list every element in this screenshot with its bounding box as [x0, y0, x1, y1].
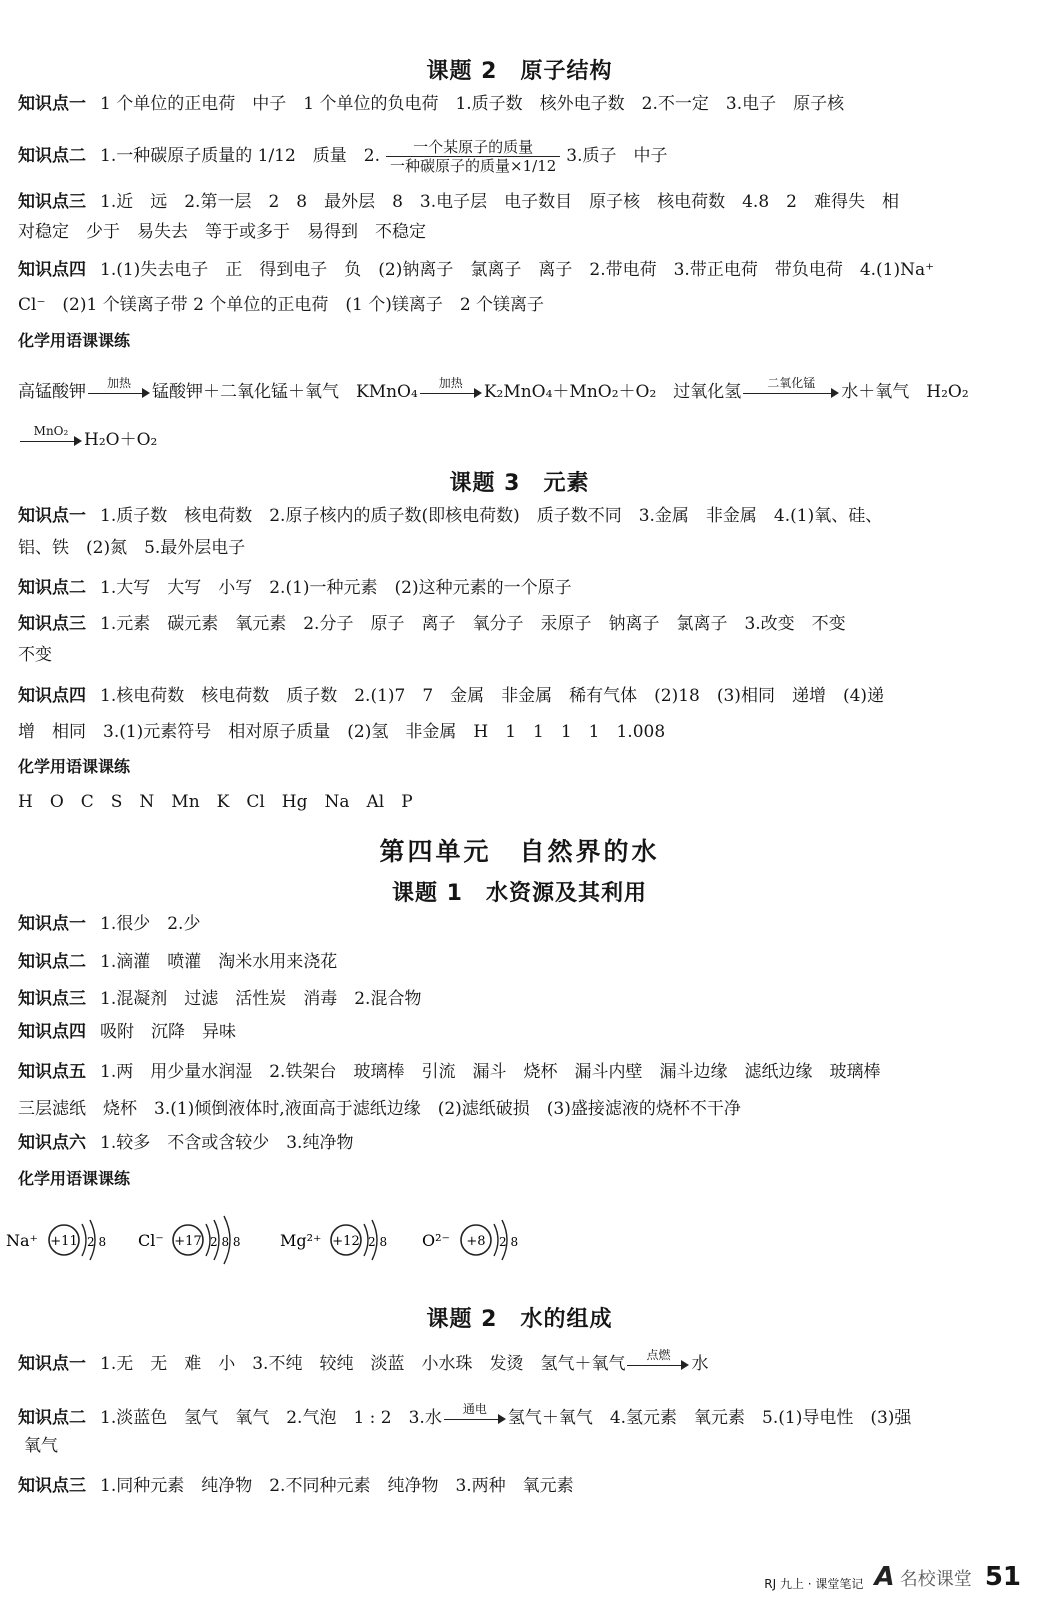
- answer-line: [18, 536, 1025, 560]
- ion-symbol: Cl⁻: [138, 1231, 164, 1250]
- equation-line: [18, 423, 1025, 452]
- answer-text: 水: [691, 1354, 709, 1374]
- answer-text: 1.一种碳原子质量的 1/12 质量 2.: [100, 146, 381, 166]
- subsection-title: 化学用语课课练: [18, 1169, 131, 1188]
- answer-text: 氧气: [24, 1436, 58, 1456]
- answer-text: 对稳定 少于 易失去 等于或多于 易得到 不稳定: [18, 222, 426, 242]
- electron-shells: 2 8: [87, 1235, 107, 1249]
- fraction: [386, 138, 560, 175]
- knowledge-point-label: 知识点六: [18, 1133, 86, 1153]
- answer-line: [18, 1060, 1025, 1084]
- arrow-condition: 通电: [462, 1401, 487, 1416]
- section-title-water-resources: 课题 1 水资源及其利用: [392, 881, 647, 906]
- page-number: 51: [984, 1562, 1021, 1592]
- answer-line: [18, 258, 1025, 282]
- knowledge-point-label: 知识点五: [18, 1062, 86, 1082]
- subsection-title: 化学用语课课练: [18, 331, 131, 350]
- equation-text: K₂MnO₄＋MnO₂＋O₂ 过氧化氢: [483, 382, 742, 402]
- electron-shells: 2 8: [368, 1235, 388, 1249]
- knowledge-point-label: 知识点一: [18, 1354, 86, 1374]
- answer-text: 1.同种元素 纯净物 2.不同种元素 纯净物 3.两种 氧元素: [100, 1476, 574, 1496]
- answer-text: 1.很少 2.少: [100, 914, 201, 934]
- unit-title: 第四单元 自然界的水: [379, 837, 660, 866]
- arrow-condition: 点燃: [646, 1347, 671, 1362]
- answer-line: [18, 950, 1025, 974]
- arrow-condition: 加热: [106, 375, 131, 390]
- answer-line: [18, 1474, 1025, 1498]
- knowledge-point-label: 知识点一: [18, 94, 86, 114]
- ion-structure-diagram: [280, 1212, 400, 1277]
- knowledge-point-label: 知识点四: [18, 1022, 86, 1042]
- knowledge-point-label: 知识点一: [18, 506, 86, 526]
- electron-shells: 2 8: [499, 1235, 519, 1249]
- answer-line: [18, 720, 1025, 744]
- ion-diagram-svg: [280, 1212, 400, 1272]
- equation-text: 锰酸钾＋二氧化锰＋氧气 KMnO₄: [152, 382, 418, 402]
- nucleus-charge: +11: [50, 1234, 78, 1249]
- answer-text: 1.近 远 2.第一层 2 8 最外层 8 3.电子层 电子数目 原子核 核电荷数 4.8 2 难得失 相: [100, 192, 899, 212]
- equation-line: [18, 375, 1025, 404]
- ion-diagram-svg: [6, 1212, 116, 1272]
- section-title-elements: 课题 3 元素: [449, 471, 590, 496]
- equation-text: 水＋氧气 H₂O₂: [841, 382, 969, 402]
- answer-line: [18, 912, 1025, 936]
- knowledge-point-label: 知识点二: [18, 578, 86, 598]
- answer-text: 1.大写 大写 小写 2.(1)一种元素 (2)这种元素的一个原子: [100, 578, 572, 598]
- answer-line: [18, 1434, 1025, 1458]
- equation-text: H₂O＋O₂: [84, 430, 158, 450]
- answer-line: [18, 92, 1025, 116]
- knowledge-point-label: 知识点三: [18, 989, 86, 1009]
- answer-line: [18, 1131, 1025, 1155]
- answer-text: 1.滴灌 喷灌 淘米水用来浇花: [100, 952, 338, 972]
- answer-text: 1.质子数 核电荷数 2.原子核内的质子数(即核电荷数) 质子数不同 3.金属 非金属 4.(1)氧、硅、: [100, 506, 883, 526]
- reaction-arrow: [420, 375, 482, 403]
- ion-symbol: Na⁺: [6, 1231, 38, 1250]
- answer-text: 1.(1)失去电子 正 得到电子 负 (2)钠离子 氯离子 离子 2.带电荷 3.带正电荷 带负电荷 4.(1)Na⁺: [100, 260, 935, 280]
- knowledge-point-label: 知识点二: [18, 146, 86, 166]
- answer-line: [18, 1347, 1025, 1376]
- answer-line: [18, 643, 1025, 667]
- answer-text: 3.质子 中子: [566, 146, 668, 166]
- answer-line: [18, 576, 1025, 600]
- answer-line: [18, 612, 1025, 636]
- answer-text: 1.无 无 难 小 3.不纯 较纯 淡蓝 小水珠 发烫 氢气＋氧气: [100, 1354, 626, 1374]
- arrow-condition: 加热: [438, 375, 463, 390]
- answer-text: 不变: [18, 645, 52, 665]
- answer-text: 1.两 用少量水润湿 2.铁架台 玻璃棒 引流 漏斗 烧杯 漏斗内壁 漏斗边缘 滤纸边缘 玻璃棒: [100, 1062, 881, 1082]
- section-title-water-composition: 课题 2 水的组成: [426, 1307, 613, 1332]
- answer-text: 铝、铁 (2)氮 5.最外层电子: [18, 538, 246, 558]
- answer-line: [18, 684, 1025, 708]
- knowledge-point-label: 知识点三: [18, 614, 86, 634]
- ion-diagram-svg: [422, 1212, 532, 1272]
- nucleus-charge: +12: [332, 1234, 360, 1249]
- answer-text: 1.核电荷数 核电荷数 质子数 2.(1)7 7 金属 非金属 稀有气体 (2)18 (3)相同 递增 (4)递: [100, 686, 885, 706]
- answer-text: 1.淡蓝色 氢气 氧气 2.气泡 1 : 2 3.水: [100, 1408, 442, 1428]
- answer-line: [18, 987, 1025, 1011]
- brand-logo-icon: A: [874, 1562, 895, 1592]
- reaction-arrow: [743, 375, 839, 403]
- answer-line: [18, 1401, 1025, 1430]
- answer-line: [18, 138, 1025, 175]
- knowledge-point-label: 知识点三: [18, 192, 86, 212]
- arrow-condition: 二氧化锰: [767, 375, 816, 390]
- nucleus-charge: +8: [466, 1234, 486, 1249]
- answer-line: [18, 1097, 1025, 1121]
- answer-line: [18, 1020, 1025, 1044]
- answer-text: 1.较多 不含或含较少 3.纯净物: [100, 1133, 354, 1153]
- fraction-denominator: 一种碳原子的质量×1/12: [390, 157, 557, 175]
- knowledge-point-label: 知识点二: [18, 952, 86, 972]
- ion-symbol: O²⁻: [422, 1231, 450, 1250]
- section-title-atomic-structure: 课题 2 原子结构: [426, 59, 613, 84]
- page-footer: [764, 1562, 1021, 1592]
- arrow-condition: MnO₂: [33, 423, 69, 438]
- knowledge-point-label: 知识点三: [18, 1476, 86, 1496]
- knowledge-point-label: 知识点四: [18, 686, 86, 706]
- ion-structure-diagram: [6, 1212, 116, 1277]
- knowledge-point-label: 知识点四: [18, 260, 86, 280]
- ion-structure-diagram: [422, 1212, 532, 1277]
- reaction-arrow: [627, 1347, 689, 1375]
- knowledge-point-label: 知识点二: [18, 1408, 86, 1428]
- ion-diagram-svg: [138, 1212, 268, 1272]
- brand-name: 名校课堂: [899, 1569, 972, 1590]
- answer-line: [18, 220, 1025, 244]
- answer-line: [18, 504, 1025, 528]
- fraction-numerator: 一个某原子的质量: [386, 138, 560, 157]
- reaction-arrow: [444, 1401, 506, 1429]
- ion-structure-diagram: [138, 1212, 268, 1277]
- answer-text: 三层滤纸 烧杯 3.(1)倾倒液体时,液面高于滤纸边缘 (2)滤纸破损 (3)盛接滤液的烧杯不干净: [18, 1099, 741, 1119]
- answer-text: 氢气＋氧气 4.氢元素 氧元素 5.(1)导电性 (3)强: [507, 1408, 912, 1428]
- answer-line: [18, 190, 1025, 214]
- book-code: RJ 九上 · 课堂笔记: [764, 1577, 864, 1591]
- nucleus-charge: +17: [174, 1234, 202, 1249]
- reaction-arrow: [88, 375, 150, 403]
- equation-text: 高锰酸钾: [18, 382, 86, 402]
- knowledge-point-label: 知识点一: [18, 914, 86, 934]
- answer-line: [18, 293, 1025, 317]
- answer-text: Cl⁻ (2)1 个镁离子带 2 个单位的正电荷 (1 个)镁离子 2 个镁离子: [18, 295, 545, 315]
- answer-text: 1 个单位的正电荷 中子 1 个单位的负电荷 1.质子数 核外电子数 2.不一定 3.电子 原子核: [100, 94, 845, 114]
- ion-symbol: Mg²⁺: [280, 1231, 322, 1250]
- answer-text: 增 相同 3.(1)元素符号 相对原子质量 (2)氢 非金属 H 1 1 1 1 1.008: [18, 722, 666, 742]
- answer-text: 1.元素 碳元素 氧元素 2.分子 原子 离子 氧分子 汞原子 钠离子 氯离子 3.改变 不变: [100, 614, 846, 634]
- answer-text: 1.混凝剂 过滤 活性炭 消毒 2.混合物: [100, 989, 422, 1009]
- element-symbols: H O C S N Mn K Cl Hg Na Al P: [18, 792, 413, 812]
- electron-shells: 2 8 8: [210, 1235, 241, 1249]
- reaction-arrow: [20, 423, 82, 451]
- answer-text: 吸附 沉降 异味: [100, 1022, 236, 1042]
- subsection-title: 化学用语课课练: [18, 757, 131, 776]
